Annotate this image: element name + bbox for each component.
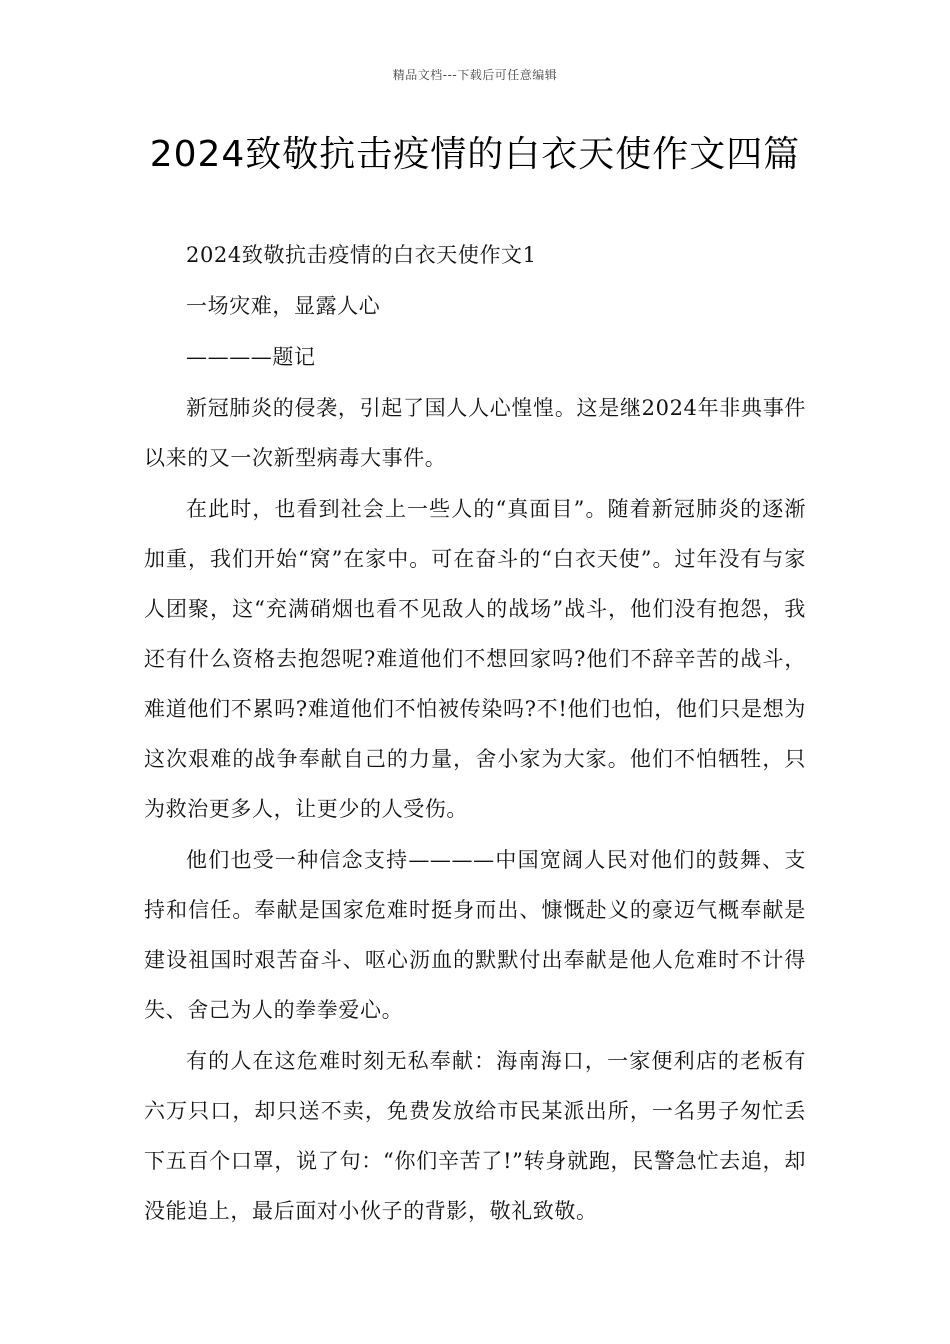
section-heading: 2024致敬抗击疫情的白衣天使作文1	[186, 243, 537, 267]
epigraph-attribution: ————题记	[186, 345, 316, 369]
paragraph: 新冠肺炎的侵袭，引起了国人人心惶惶。这是继2024年非典事件以来的又一次新型病毒大事件。	[144, 396, 806, 470]
paragraph: 有的人在这危难时刻无私奉献：海南海口，一家便利店的老板有六万只口，却只送不卖，免费发放给市民某派出所，一名男子匆忙丢下五百个口罩，说了句：“你们辛苦了!”转身就跑，民警急忙去追，却没能追上，最后面对小伙子的背影，敬礼致敬。	[144, 1049, 806, 1223]
document-body	[144, 230, 806, 1237]
paragraph: 他们也受一种信念支持————中国宽阔人民对他们的鼓舞、支持和信任。奉献是国家危难时挺身而出、慷慨赴义的豪迈气概奉献是建设祖国时艰苦奋斗、呕心沥血的默默付出奉献是他人危难时不计得失、舍己为人的拳拳爱心。	[144, 848, 806, 1022]
document-title: 2024致敬抗击疫情的白衣天使作文四篇	[149, 134, 801, 175]
epigraph: 一场灾难，显露人心	[186, 294, 381, 318]
page-header: 精品文档---下载后可任意编辑	[392, 68, 558, 82]
paragraph: 在此时，也看到社会上一些人的“真面目”。随着新冠肺炎的逐渐加重，我们开始“窝”在家中。可在奋斗的“白衣天使”。过年没有与家人团聚，这“充满硝烟也看不见敌人的战场”战斗，他们没有抱怨，我还有什么资格去抱怨呢?难道他们不想回家吗?他们不辞辛苦的战斗，难道他们不累吗?难道他们不怕被传染吗?不!他们也怕，他们只是想为这次艰难的战争奉献自己的力量，舍小家为大家。他们不怕牺牲，只为救治更多人，让更少的人受伤。	[144, 497, 806, 821]
